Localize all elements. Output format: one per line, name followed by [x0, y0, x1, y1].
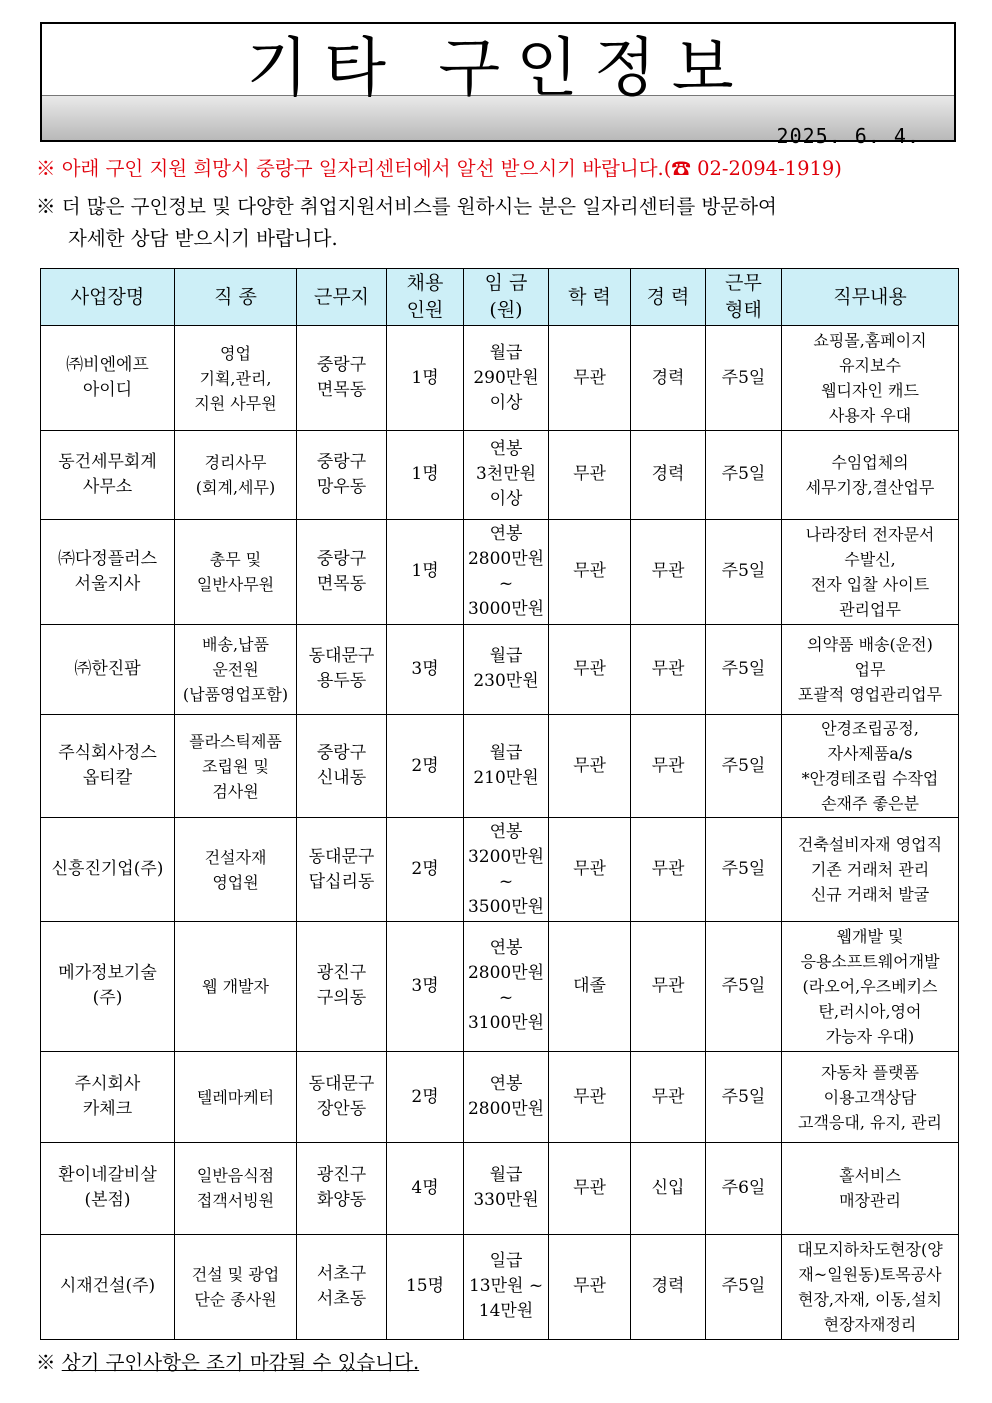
cell-duties: 건축설비자재 영업직 기존 거래처 관리 신규 거래처 발굴: [782, 818, 959, 921]
table-row: [41, 818, 959, 921]
table-row: [41, 1234, 959, 1339]
cell-work-type: 주5일: [706, 818, 782, 921]
cell-experience: 무관: [631, 921, 706, 1051]
visit-notice-line2: 자세한 상담 받으시기 바랍니다.: [68, 227, 338, 250]
cell-work-type: 주5일: [706, 326, 782, 431]
cell-job: 경리사무 (회계,세무): [175, 431, 297, 519]
header-wage: 임 금 (원): [464, 269, 549, 326]
cell-experience: 신입: [631, 1143, 706, 1234]
cell-duties: 자동차 플랫폼 이용고객상담 고객응대, 유지, 관리: [782, 1052, 959, 1143]
cell-job: 총무 및 일반사무원: [175, 519, 297, 624]
footer-note: [36, 1348, 419, 1378]
header-hires: 채용 인원: [387, 269, 464, 326]
cell-hires: 2명: [387, 818, 464, 921]
cell-location: 중랑구 신내동: [297, 715, 387, 818]
cell-education: 무관: [549, 431, 631, 519]
cell-location: 광진구 화양동: [297, 1143, 387, 1234]
cell-hires: 15명: [387, 1234, 464, 1339]
cell-experience: 무관: [631, 818, 706, 921]
cell-job: 웹 개발자: [175, 921, 297, 1051]
cell-company: ㈜비엔에프 아이디: [41, 326, 175, 431]
cell-duties: 웹개발 및 응용소프트웨어개발 (라오어,우즈베키스 탄,러시아,영어 가능자 우대): [782, 921, 959, 1051]
cell-company: 주시회사 카체크: [41, 1052, 175, 1143]
page-date: 2025. 6. 4.: [776, 124, 920, 148]
cell-job: 플라스틱제품 조립원 및 검사원: [175, 715, 297, 818]
cell-hires: 1명: [387, 431, 464, 519]
cell-experience: 무관: [631, 1052, 706, 1143]
cell-hires: 2명: [387, 715, 464, 818]
footer-text: 상기 구인사항은 조기 마감될 수 있습니다.: [61, 1351, 420, 1374]
cell-wage: 연봉 2800만원 ~ 3100만원: [464, 921, 549, 1051]
cell-work-type: 주6일: [706, 1143, 782, 1234]
cell-wage: 일급 13만원 ~ 14만원: [464, 1234, 549, 1339]
cell-location: 중랑구 면목동: [297, 519, 387, 624]
cell-job: 일반음식점 접객서빙원: [175, 1143, 297, 1234]
cell-education: 무관: [549, 1052, 631, 1143]
cell-duties: 쇼핑몰,홈페이지 유지보수 웹디자인 캐드 사용자 우대: [782, 326, 959, 431]
header-company: 사업장명: [41, 269, 175, 326]
cell-experience: 무관: [631, 624, 706, 714]
cell-location: 동대문구 용두동: [297, 624, 387, 714]
table-row: [41, 326, 959, 431]
cell-location: 중랑구 면목동: [297, 326, 387, 431]
table-row: [41, 715, 959, 818]
table-row: [41, 921, 959, 1051]
cell-duties: 대모지하차도현장(양 재~일원동)토목공사 현장,자재, 이동,설치 현장자재정리: [782, 1234, 959, 1339]
cell-wage: 월급 230만원: [464, 624, 549, 714]
table-row: [41, 624, 959, 714]
cell-duties: 안경조립공정, 자사제품a/s *안경테조립 수작업 손재주 좋은분: [782, 715, 959, 818]
header-work-type: 근무 형태: [706, 269, 782, 326]
table-row: [41, 431, 959, 519]
header-experience: 경 력: [631, 269, 706, 326]
cell-education: 무관: [549, 519, 631, 624]
cell-education: 무관: [549, 715, 631, 818]
job-listings-table: [40, 268, 959, 1340]
page-title: 기타 구인정보: [246, 32, 750, 106]
cell-experience: 무관: [631, 519, 706, 624]
cell-hires: 2명: [387, 1052, 464, 1143]
cell-location: 중랑구 망우동: [297, 431, 387, 519]
cell-company: 시재건설(주): [41, 1234, 175, 1339]
cell-education: 무관: [549, 1234, 631, 1339]
cell-company: 주식회사정스 옵티칼: [41, 715, 175, 818]
cell-hires: 4명: [387, 1143, 464, 1234]
cell-wage: 연봉 2800만원 ~ 3000만원: [464, 519, 549, 624]
cell-location: 동대문구 답십리동: [297, 818, 387, 921]
cell-job: 건설자재 영업원: [175, 818, 297, 921]
cell-hires: 1명: [387, 519, 464, 624]
cell-duties: 수임업체의 세무기장,결산업무: [782, 431, 959, 519]
cell-job: 텔레마케터: [175, 1052, 297, 1143]
cell-hires: 1명: [387, 326, 464, 431]
cell-education: 무관: [549, 326, 631, 431]
cell-experience: 경력: [631, 1234, 706, 1339]
cell-wage: 월급 290만원 이상: [464, 326, 549, 431]
cell-hires: 3명: [387, 624, 464, 714]
cell-location: 동대문구 장안동: [297, 1052, 387, 1143]
cell-work-type: 주5일: [706, 921, 782, 1051]
cell-wage: 연봉 3200만원 ~ 3500만원: [464, 818, 549, 921]
cell-work-type: 주5일: [706, 715, 782, 818]
table-header-row: [41, 269, 959, 326]
cell-experience: 경력: [631, 326, 706, 431]
title-box: [40, 22, 956, 148]
cell-experience: 무관: [631, 715, 706, 818]
header-duties: 직무내용: [782, 269, 959, 326]
cell-duties: 의약품 배송(운전) 업무 포괄적 영업관리업무: [782, 624, 959, 714]
cell-company: ㈜한진팜: [41, 624, 175, 714]
cell-company: 동건세무회계 사무소: [41, 431, 175, 519]
cell-work-type: 주5일: [706, 519, 782, 624]
cell-location: 서초구 서초동: [297, 1234, 387, 1339]
table-row: [41, 1052, 959, 1143]
cell-duties: 나라장터 전자문서 수발신, 전자 입찰 사이트 관리업무: [782, 519, 959, 624]
table-row: [41, 519, 959, 624]
cell-job: 건설 및 광업 단순 종사원: [175, 1234, 297, 1339]
cell-duties: 홀서비스 매장관리: [782, 1143, 959, 1234]
cell-work-type: 주5일: [706, 431, 782, 519]
cell-work-type: 주5일: [706, 624, 782, 714]
cell-work-type: 주5일: [706, 1234, 782, 1339]
cell-wage: 월급 210만원: [464, 715, 549, 818]
cell-hires: 3명: [387, 921, 464, 1051]
header-job: 직 종: [175, 269, 297, 326]
header-location: 근무지: [297, 269, 387, 326]
cell-wage: 월급 330만원: [464, 1143, 549, 1234]
footer-mark: ※: [36, 1351, 56, 1374]
visit-notice: [36, 191, 956, 255]
cell-experience: 경력: [631, 431, 706, 519]
cell-company: 메가정보기술 (주): [41, 921, 175, 1051]
cell-job: 배송,납품 운전원 (납품영업포함): [175, 624, 297, 714]
visit-notice-line1: ※ 더 많은 구인정보 및 다양한 취업지원서비스를 원하시는 분은 일자리센터를 방문하여: [36, 195, 777, 218]
cell-company: 신흥진기업(주): [41, 818, 175, 921]
cell-company: 환이네갈비살 (본점): [41, 1143, 175, 1234]
header-education: 학 력: [549, 269, 631, 326]
cell-education: 무관: [549, 818, 631, 921]
cell-wage: 연봉 2800만원: [464, 1052, 549, 1143]
cell-education: 무관: [549, 624, 631, 714]
cell-company: ㈜다정플러스 서울지사: [41, 519, 175, 624]
cell-location: 광진구 구의동: [297, 921, 387, 1051]
referral-notice: ※ 아래 구인 지원 희망시 중랑구 일자리센터에서 알선 받으시기 바랍니다.(☎ 02-2094-1919): [36, 157, 842, 180]
cell-job: 영업 기획,관리, 지원 사무원: [175, 326, 297, 431]
cell-education: 무관: [549, 1143, 631, 1234]
table-row: [41, 1143, 959, 1234]
cell-education: 대졸: [549, 921, 631, 1051]
cell-work-type: 주5일: [706, 1052, 782, 1143]
cell-wage: 연봉 3천만원 이상: [464, 431, 549, 519]
